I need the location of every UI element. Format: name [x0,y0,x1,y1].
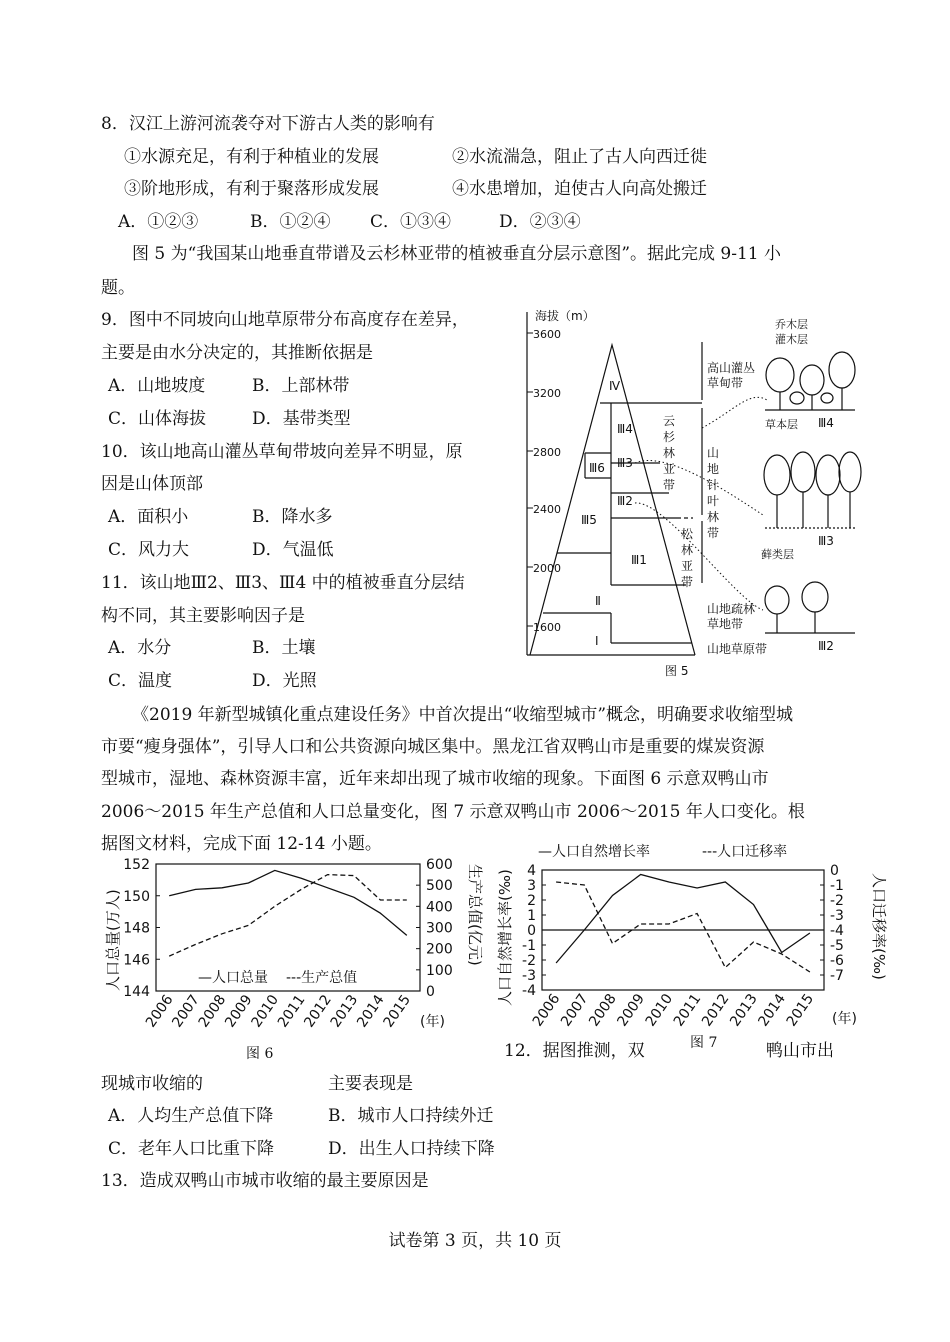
q8-answer-b: B．①②④ [250,212,331,232]
fig7-legend-2: ---人口迁移率 [702,844,788,860]
fig5-band-conifer-3: 针 [707,478,720,492]
fig6-legend-2: ---生产总值 [286,970,358,986]
fig5-band-spruce-3: 林 [663,446,676,460]
fig6-ytick-right: 0 [426,984,435,1000]
fig5-band-conifer-4: 叶 [707,494,720,508]
q8-answer-c: C．①③④ [370,212,452,232]
fig6-xtick: 2011 [274,992,309,1031]
fig5-band-spruce-4: 亚 [663,462,676,476]
fig6-ytick-right: 200 [426,941,453,958]
fig6-xtick: 2009 [222,992,256,1031]
q12-answer-d: D．出生人口持续下降 [328,1139,495,1159]
fig6-xtick: 2007 [169,992,203,1031]
fig5-band-alpine-line1: 高山灌丛 [707,361,756,375]
fig5-layer-moss: 藓类层 [761,548,794,561]
fig6-xtick: 2013 [327,992,362,1031]
q11-answer-c: C．温度 [108,671,173,691]
q11-answer-a: A．水分 [108,638,172,658]
fig5-intro-line1: 图 5 为“我国某山地垂直带谱及云杉林亚带的植被垂直分层示意图”。据此完成 9-11 小 [132,244,782,264]
q12-stem-part2: 鸭山市出 [766,1041,834,1061]
fig7-ytick-left: -4 [522,983,536,999]
q10-stem-line1: 10．该山地高山灌丛草甸带坡向差异不明显，原 [101,442,463,462]
fig5-tick-2800: 2800 [533,446,561,459]
q9-stem-line2: 主要是由水分决定的，其推断依据是 [101,343,373,363]
q8-stem: 8．汉江上游河流袭夺对下游古人类的影响有 [101,114,435,134]
fig5-band-spruce-1: 云 [663,414,676,428]
passage-line1: 《2019 年新型城镇化重点建设任务》中首次提出“收缩型城市”概念，明确要求收缩型城 [132,705,794,725]
passage-line5: 据图文材料，完成下面 12-14 小题。 [101,834,382,854]
q10-answer-a: A．面积小 [108,507,189,527]
fig7-x-unit: (年) [832,1011,857,1027]
fig7-legend-1: —人口自然增长率 [538,844,650,860]
q12-stem-part4: 主要表现是 [328,1074,413,1094]
q12-answer-a: A．人均生产总值下降 [108,1106,274,1126]
fig5-sub-iii2: Ⅲ2 [818,639,834,653]
fig5-intro-line2: 题。 [101,278,135,298]
fig7-ytick-left: 1 [527,908,536,924]
passage-line3: 型城市，湿地、森林资源丰富，近年来却出现了城市收缩的现象。下面图 6 示意双鸭山市 [101,769,769,789]
fig5-band-larch-4: 带 [681,575,694,589]
fig6-ytick-right: 100 [426,962,453,979]
fig7-ytick-left: -3 [522,968,536,984]
fig5-band-sparse-line2: 草地带 [707,617,744,631]
q13-stem: 13．造成双鸭山市城市收缩的最主要原因是 [101,1171,429,1191]
fig5-profile-iii3 [764,452,861,528]
passage-line4: 2006～2015 年生产总值和人口总量变化，图 7 示意双鸭山市 2006～2015 年人口变化。根 [101,802,805,822]
fig7-ytick-right: -2 [830,893,844,909]
fig7-xtick: 2015 [783,991,818,1030]
fig7-ylabel-left: 人口自然增长率(‰) [496,869,514,1006]
fig5-band-larch-2: 林 [681,543,694,557]
fig6-xtick: 2006 [142,992,177,1031]
fig7-ytick-left: -2 [522,953,536,969]
q12-stem-part1: 12．据图推测，双 [504,1041,645,1061]
q8-answer-d: D．②③④ [499,212,581,232]
fig7-xtick: 2013 [727,991,761,1030]
fig6-ytick-left: 152 [123,857,150,873]
fig5-caption: 图 5 [665,664,689,678]
fig7-ytick-right: 0 [830,863,839,879]
fig5-band-conifer-2: 地 [707,462,720,476]
q9-answer-b: B．上部林带 [252,376,350,396]
fig5-band-alpine-line2: 草甸带 [707,376,744,390]
fig6-ytick-left: 148 [123,920,150,937]
fig5-band-larch-1: 松 [681,527,694,541]
fig7-ytick-right: -4 [830,923,844,939]
fig5-zone-iii2: Ⅲ2 [617,494,633,508]
fig7-ytick-left: -1 [522,938,536,954]
fig5-tick-3600: 3600 [533,328,561,341]
fig5-layer-tree: 乔木层 [775,318,808,331]
fig5-band-conifer-1: 山 [707,446,720,460]
fig7-xtick: 2006 [529,991,564,1030]
fig5-zone-iii4: Ⅲ4 [617,422,633,436]
q11-answer-b: B．土壤 [252,638,316,658]
fig6-legend-1: —人口总量 [198,970,268,986]
fig5-zone-i: Ⅰ [595,634,599,648]
fig5-profile-iii4 [765,352,855,410]
fig5-layer-shrub: 灌木层 [775,333,808,346]
fig7-xtick: 2009 [614,991,648,1030]
fig7-ylabel-right: 人口迁移率(‰) [870,873,888,980]
fig6-ylabel-left: 人口总量(万人) [104,889,122,991]
figure-7-chart [492,838,892,1048]
fig6-x-unit: (年) [420,1014,445,1030]
fig6-series-人口总量 [169,870,407,935]
q11-answer-d: D．光照 [252,671,317,691]
fig5-zone-ii: Ⅱ [595,594,601,608]
page-footer: 试卷第 3 页，共 10 页 [388,1231,562,1251]
fig5-tick-3200: 3200 [533,387,561,400]
fig6-caption: 图 6 [246,1046,274,1062]
q10-stem-line2: 因是山体顶部 [101,474,203,494]
fig7-ytick-left: 2 [527,893,536,909]
q12-answer-c: C．老年人口比重下降 [108,1139,275,1159]
passage-line2: 市要“瘦身强体”，引导人口和公共资源向城区集中。黑龙江省双鸭山市是重要的煤炭资源 [101,737,765,757]
fig7-series-人口迁移率 [556,882,810,972]
fig7-ytick-right: -7 [830,968,844,984]
fig6-ytick-right: 400 [426,899,453,916]
fig7-xtick: 2014 [755,991,789,1030]
fig7-xtick: 2011 [670,991,705,1030]
q12-answer-b: B．城市人口持续外迁 [328,1106,494,1126]
fig5-zone-iii3: Ⅲ3 [617,456,633,470]
fig6-xtick: 2012 [301,992,335,1031]
fig7-ytick-left: 3 [527,878,536,894]
fig7-ytick-right: -5 [830,938,844,954]
fig5-band-conifer-5: 林 [707,510,720,524]
q10-answer-b: B．降水多 [252,507,333,527]
q11-stem-line2: 构不同，其主要影响因子是 [101,606,305,626]
q8-option-1: ①水源充足，有利于种植业的发展 [124,147,379,167]
fig7-xtick: 2008 [586,991,620,1030]
fig7-ytick-left: 0 [527,923,536,939]
fig6-xtick: 2008 [195,992,230,1031]
fig7-ytick-right: -1 [830,878,844,894]
fig5-band-conifer-6: 带 [707,526,720,540]
fig6-xtick: 2014 [354,992,388,1031]
fig5-band-spruce-2: 杉 [663,430,676,444]
fig5-band-sparse-line1: 山地疏林 [707,602,756,616]
q9-answer-a: A．山地坡度 [108,376,206,396]
fig5-ylabel: 海拔（m） [535,309,595,323]
q8-answer-a: A．①②③ [118,212,199,232]
q9-stem-line1: 9．图中不同坡向山地草原带分布高度存在差异， [101,310,469,330]
fig5-zone-iii1: Ⅲ1 [631,553,647,567]
figure-6-chart [98,856,484,1066]
fig5-sub-iii3: Ⅲ3 [818,534,834,548]
fig7-ytick-right: -6 [830,953,844,969]
fig5-sub-iii4: Ⅲ4 [818,416,834,430]
q8-option-4: ④水患增加，迫使古人向高处搬迁 [452,179,707,199]
fig7-caption: 图 7 [690,1035,718,1051]
fig6-ytick-left: 146 [123,952,150,969]
fig6-ytick-left: 150 [123,888,150,905]
q8-option-3: ③阶地形成，有利于聚落形成发展 [124,179,379,199]
q10-answer-d: D．气温低 [252,540,334,560]
fig7-xtick: 2012 [699,991,733,1030]
fig5-profile-iii2 [765,582,855,633]
fig5-band-steppe: 山地草原带 [707,642,768,656]
fig7-ytick-left: 4 [527,863,536,879]
fig6-ytick-left: 144 [123,984,150,1000]
fig5-zone-iii6: Ⅲ6 [589,461,605,475]
fig5-band-spruce-5: 带 [663,478,676,492]
q9-answer-c: C．山体海拔 [108,409,207,429]
fig6-series-生产总值 [169,875,407,957]
fig5-tick-2400: 2400 [533,503,561,516]
fig6-ytick-right: 300 [426,920,453,937]
q10-answer-c: C．风力大 [108,540,190,560]
fig5-tick-2000: 2000 [533,562,561,575]
q11-stem-line1: 11．该山地Ⅲ2、Ⅲ3、Ⅲ4 中的植被垂直分层结 [101,573,465,593]
fig6-ytick-right: 600 [426,857,453,873]
fig7-ytick-right: -3 [830,908,844,924]
fig5-tick-1600: 1600 [533,621,561,634]
fig5-layer-herb: 草本层 [765,418,798,431]
fig7-xtick: 2007 [558,991,592,1030]
q12-stem-part3: 现城市收缩的 [101,1074,203,1094]
fig6-xtick: 2015 [380,992,415,1031]
q8-option-2: ②水流湍急，阻止了古人向西迁徙 [452,147,707,167]
fig7-xtick: 2010 [642,991,677,1030]
fig5-zone-iii5: Ⅲ5 [581,513,597,527]
fig6-xtick: 2010 [248,992,283,1031]
fig6-ylabel-right: 生产总值(亿元) [466,864,484,966]
figure-5-vegetation-diagram [515,300,855,685]
fig5-band-larch-3: 亚 [681,559,694,573]
fig6-ytick-right: 500 [426,878,453,895]
fig5-zone-iv: Ⅳ [609,379,621,393]
q9-answer-d: D．基带类型 [252,409,351,429]
